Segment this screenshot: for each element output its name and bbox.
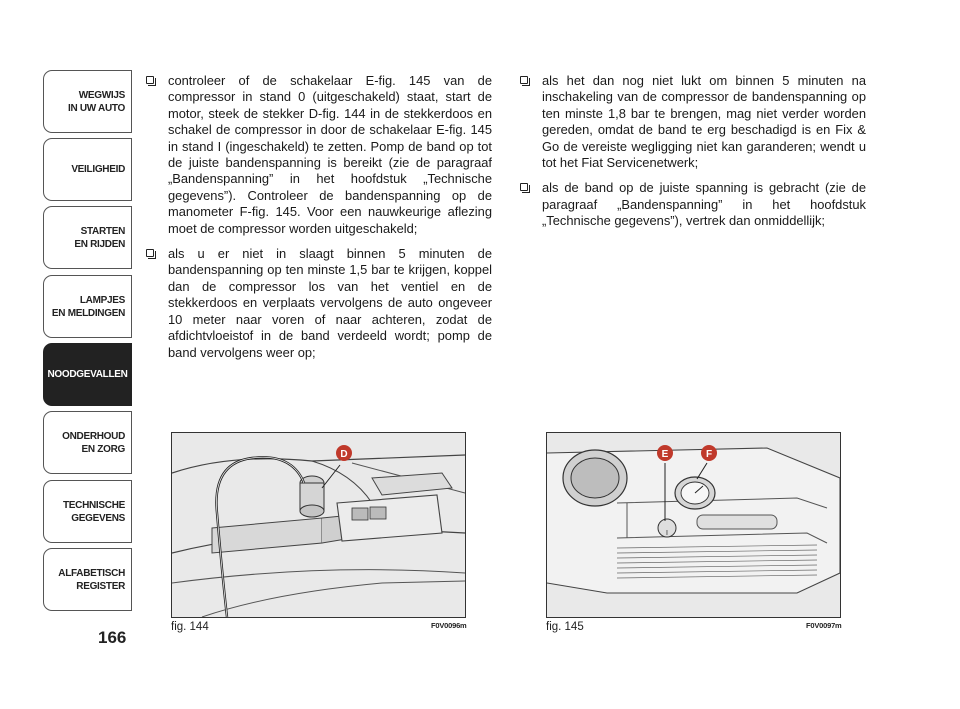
bullet-item — [520, 73, 866, 171]
figure-145-illustration — [546, 432, 841, 618]
text-column-right — [520, 73, 866, 239]
bullet-text: controleer of de schakelaar E-fig. 145 van de compressor in stand 0 (uitgeschakeld) staat, start de motor, steek de stekker D-fig. 144 in de stekkerdoos en schakel de compressor in door de schakelaar E-fig. 145 in stand I (ingeschakeld) te zetten. Pomp de band op tot de juiste bandenspanning is bereikt (zie de paragraaf „Bandenspanning” in het hoofdstuk „Technische gegevens”). Controleer de bandenspanning op de manometer F-fig. 145. Voor een nauwkeurige aflezing moet de compressor worden uitgeschakeld; — [168, 73, 492, 236]
bullet-text: als u er niet in slaagt binnen 5 minuten de bandenspanning op ten minste 1,5 bar te krijgen, koppel dan de compressor los van het ventiel en de stekkerdoos en verplaats vervolgens de auto ongeveer 10 meter naar voren of naar achteren, zodat de afdichtvloeistof in de band verdeeld wordt; pomp de band vervolgens weer op; — [168, 246, 492, 360]
page-number: 166 — [98, 628, 127, 647]
tab-onderhoud[interactable]: ONDERHOUD EN ZORG — [43, 411, 132, 474]
bullet-item — [146, 246, 492, 361]
switch-label: I — [666, 530, 668, 537]
tab-starten[interactable]: STARTEN EN RIJDEN — [43, 206, 132, 269]
figure-144-illustration — [171, 432, 466, 618]
callout-e: E — [661, 449, 669, 460]
figure-145-code: F0V0097m — [806, 621, 842, 630]
tab-alfabetisch[interactable]: ALFABETISCH REGISTER — [43, 548, 132, 611]
checkbox-bullet-icon — [146, 76, 154, 84]
tab-noodgevallen[interactable]: NOODGEVALLEN — [43, 343, 132, 406]
checkbox-bullet-icon — [146, 249, 154, 257]
bullet-item — [146, 73, 492, 237]
checkbox-bullet-icon — [520, 183, 528, 191]
checkbox-bullet-icon — [520, 76, 528, 84]
callout-f: F — [705, 449, 713, 460]
figure-144-code: F0V0096m — [431, 621, 467, 630]
bullet-text: als de band op de juiste spanning is gebracht (zie de paragraaf „Bandenspanning” in het hoofdstuk „Technische gegevens”), vertrek dan onmiddellijk; — [542, 180, 866, 229]
text-column-left — [146, 73, 492, 370]
tab-lampjes[interactable]: LAMPJES EN MELDINGEN — [43, 275, 132, 338]
bullet-item — [520, 180, 866, 229]
bullet-text: als het dan nog niet lukt om binnen 5 minuten na inschakeling van de compressor de bandenspanning op ten minste 1,8 bar te brengen, mag niet verder worden gereden, omdat de band te erg beschadigd is en Fix & Go de vereiste wegligging niet kan garanderen; wendt u tot het Fiat Servicenetwerk; — [542, 73, 866, 171]
tab-technische[interactable]: TECHNISCHE GEGEVENS — [43, 480, 132, 543]
compressor-drawing — [547, 433, 840, 617]
console-socket-drawing — [172, 433, 465, 617]
figure-144-caption: fig. 144 — [171, 621, 209, 633]
tab-wegwijs[interactable]: WEGWIJS IN UW AUTO — [43, 70, 132, 133]
callout-d: D — [340, 449, 348, 460]
figure-145-caption: fig. 145 — [546, 621, 584, 633]
tab-veiligheid[interactable]: VEILIGHEID — [43, 138, 132, 201]
